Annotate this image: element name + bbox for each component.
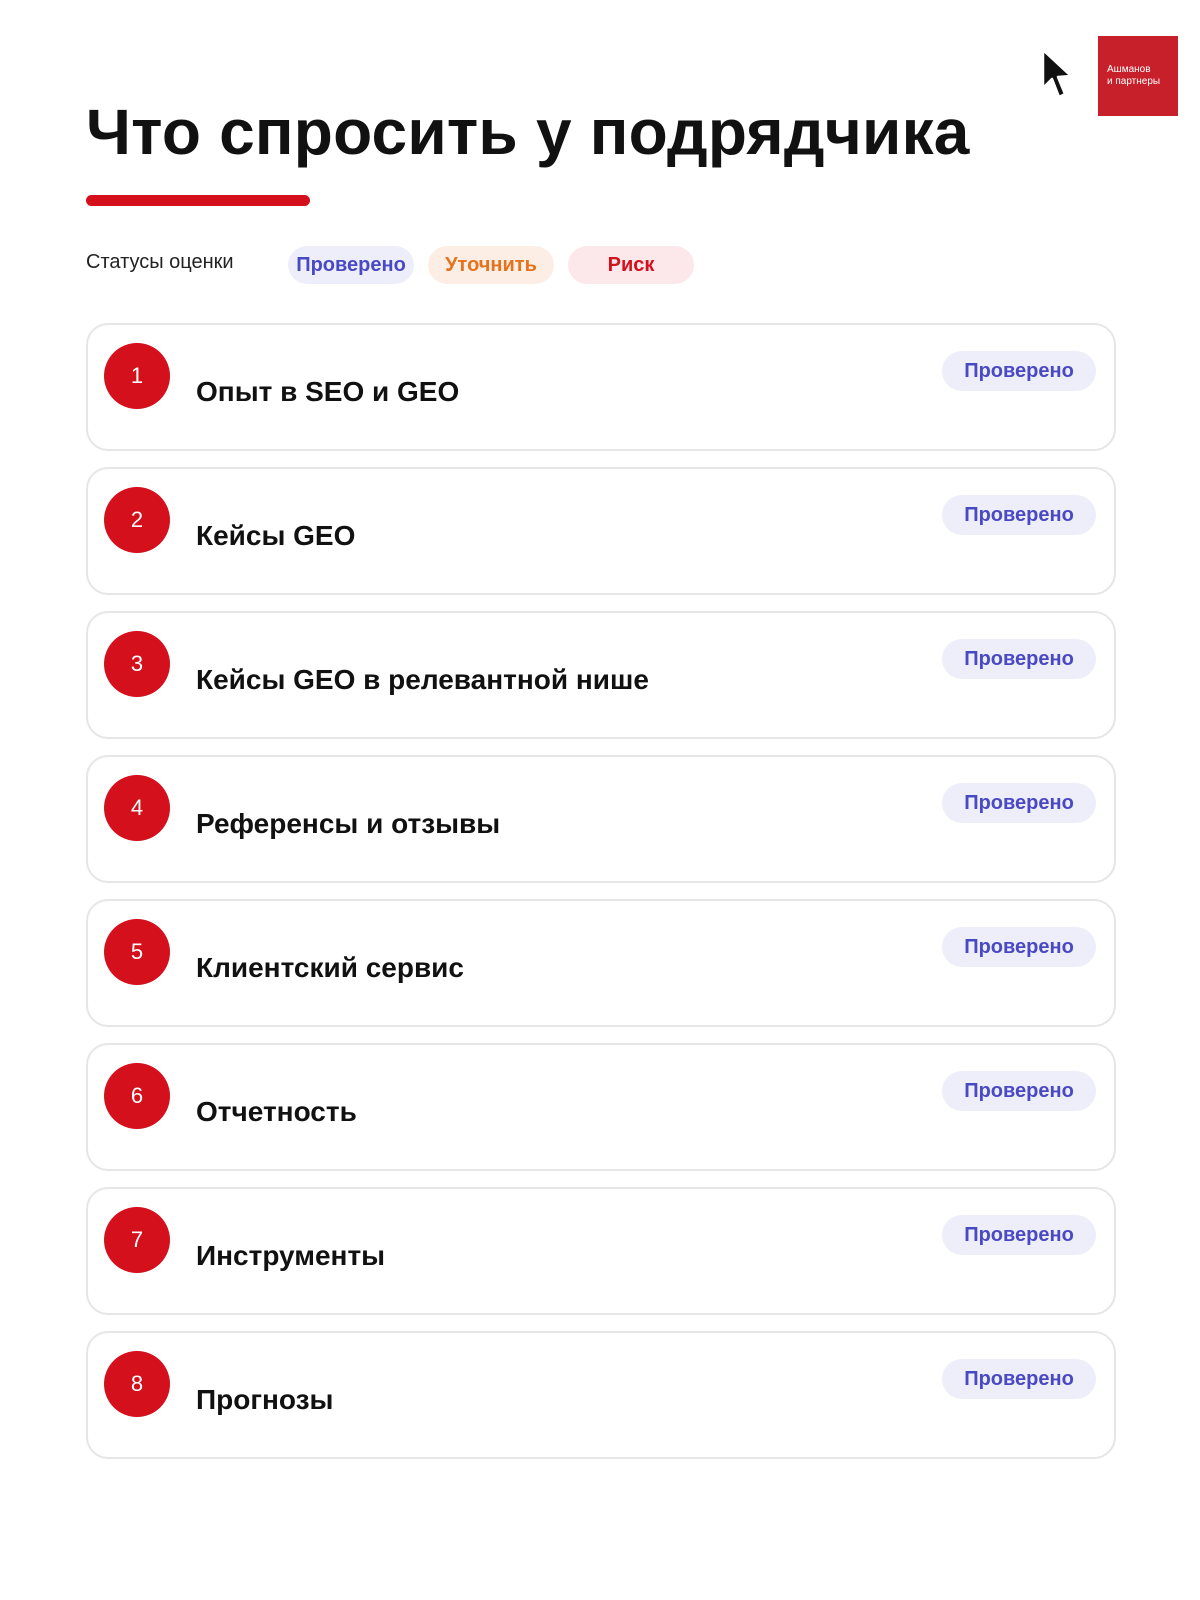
item-number: 2 [104, 487, 170, 553]
checklist-item [86, 1187, 1116, 1315]
item-number: 7 [104, 1207, 170, 1273]
legend-badge-verified: Проверено [288, 246, 414, 284]
status-badge: Проверено [942, 639, 1096, 679]
status-badge: Проверено [942, 351, 1096, 391]
checklist-item [86, 1043, 1116, 1171]
legend-label: Статусы оценки [86, 251, 234, 273]
legend-badge-clarify: Уточнить [428, 246, 554, 284]
checklist-item [86, 323, 1116, 451]
brand-logo-line2: и партнеры [1107, 76, 1161, 87]
item-title: Кейсы GEO в релевантной нише [196, 664, 649, 695]
checklist [86, 323, 1116, 1475]
title-underline [86, 195, 310, 206]
status-badge: Проверено [942, 783, 1096, 823]
item-title: Кейсы GEO [196, 520, 356, 551]
item-title: Инструменты [196, 1240, 386, 1271]
brand-cursor-icon [1040, 48, 1076, 100]
item-number: 4 [104, 775, 170, 841]
checklist-item [86, 899, 1116, 1027]
item-title: Отчетность [196, 1096, 357, 1127]
item-number: 6 [104, 1063, 170, 1129]
item-title: Клиентский сервис [196, 952, 464, 983]
item-title: Опыт в SEO и GEO [196, 376, 460, 407]
legend-badge-risk: Риск [568, 246, 694, 284]
item-number: 5 [104, 919, 170, 985]
item-title: Референсы и отзывы [196, 808, 501, 839]
brand-logo [1098, 36, 1178, 116]
status-badge: Проверено [942, 495, 1096, 535]
status-badge: Проверено [942, 1359, 1096, 1399]
checklist-item [86, 611, 1116, 739]
status-badge: Проверено [942, 927, 1096, 967]
brand-logo-line1: Ашманов [1107, 64, 1151, 75]
item-number: 3 [104, 631, 170, 697]
checklist-item [86, 467, 1116, 595]
checklist-item [86, 1331, 1116, 1459]
status-badge: Проверено [942, 1215, 1096, 1255]
checklist-item [86, 755, 1116, 883]
item-number: 1 [104, 343, 170, 409]
item-number: 8 [104, 1351, 170, 1417]
status-badge: Проверено [942, 1071, 1096, 1111]
page-title: Что спросить у подрядчика [86, 96, 970, 168]
item-title: Прогнозы [196, 1384, 334, 1415]
